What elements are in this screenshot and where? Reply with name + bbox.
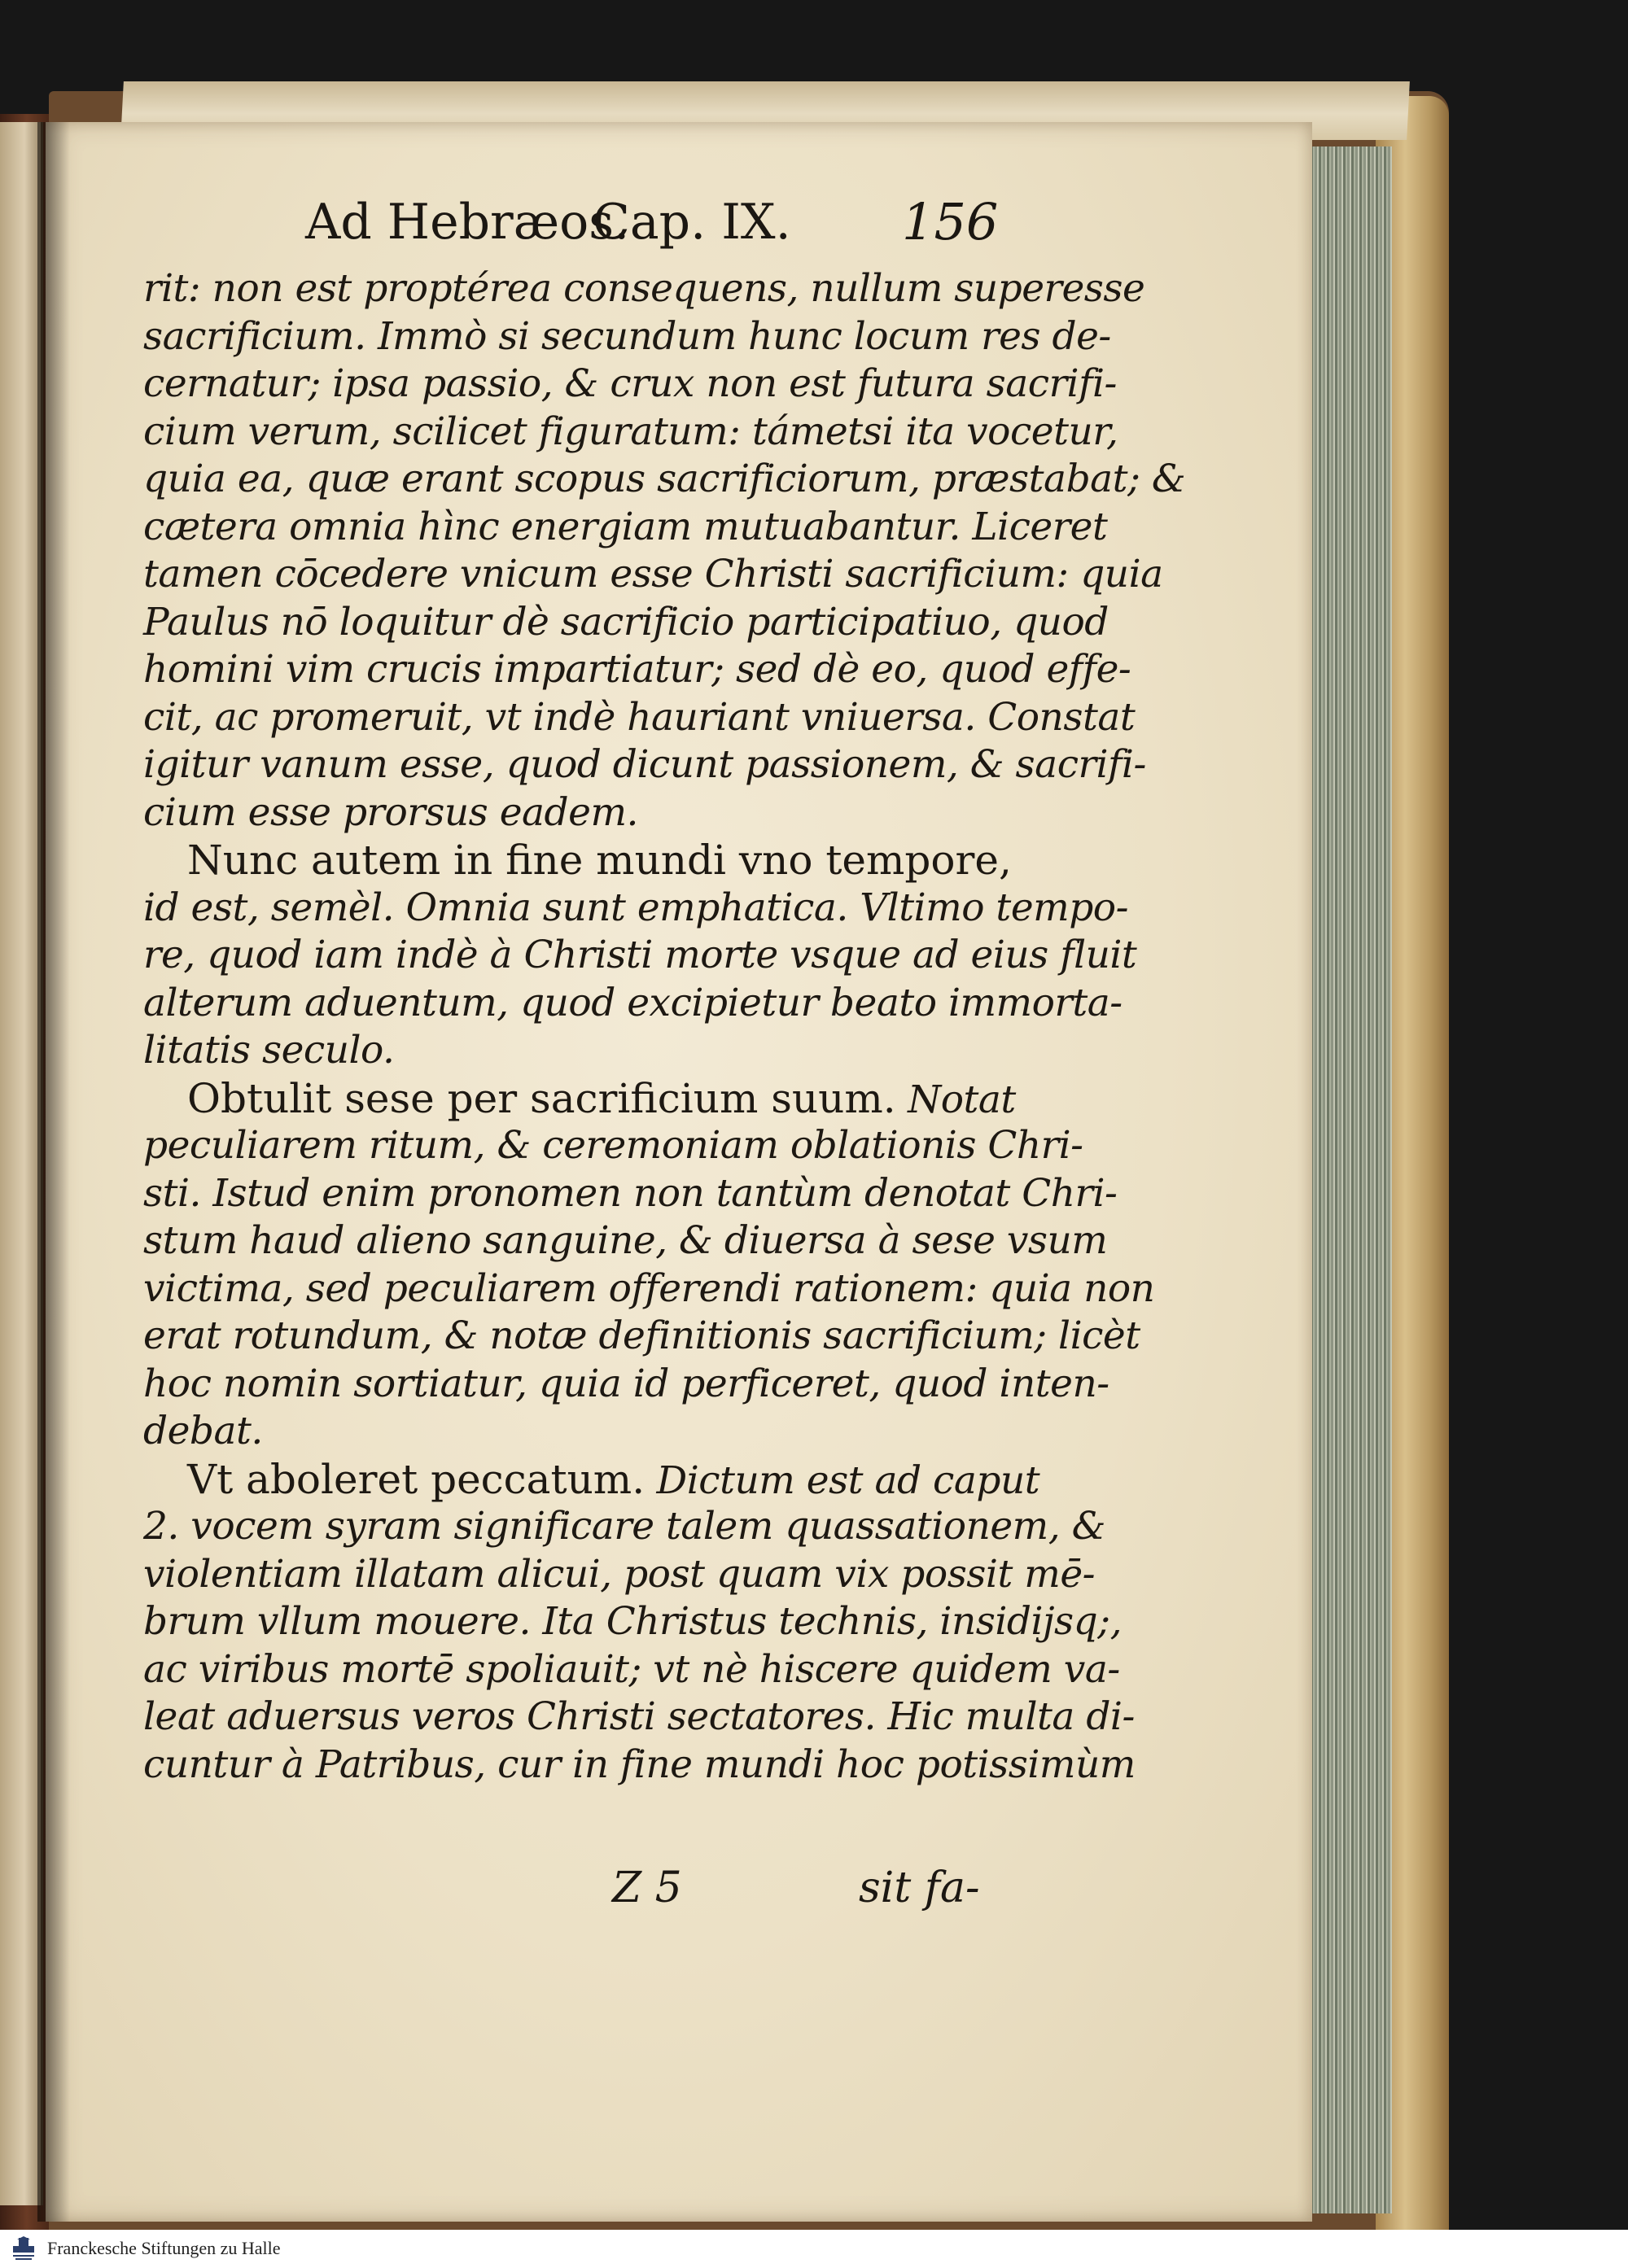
page-number: 156 [902, 192, 999, 251]
text-line: re, quod iam indè à Christi morte vsque ad eius fluit [143, 933, 1137, 977]
text-line: erat rotundum, & notæ definitionis sacrificium; licèt [143, 1313, 1140, 1358]
fore-edge [1301, 146, 1392, 2213]
lemma-line: Nunc autem in fine mundi vno tempore, [187, 837, 1012, 884]
text-line: rit: non est proptérea consequens, nullum superesse [143, 266, 1145, 311]
text-line: stum haud alieno sanguine, & diuersa à sese vsum [143, 1218, 1108, 1263]
text-line: cernatur; ipsa passio, & crux non est futura sacrifi- [143, 361, 1117, 406]
lemma-tail: Notat [908, 1077, 1016, 1122]
text-line: quia ea, quæ erant scopus sacrificiorum, præstabat; & [143, 457, 1186, 501]
text-line: litatis seculo. [143, 1028, 395, 1073]
text-line: Paulus nō loquitur dè sacrificio participatiuo, quod [143, 599, 1109, 645]
text-line: leat aduersus veros Christi sectatores. Hic multa di- [143, 1694, 1135, 1739]
text-line: cuntur à Patribus, cur in fine mundi hoc potissimùm [143, 1741, 1136, 1787]
text-line: cium esse prorsus eadem. [143, 789, 638, 835]
chapter-label: Cap. IX. [593, 194, 791, 251]
body-text [143, 265, 1186, 1789]
catchword: sit fa- [859, 1864, 980, 1912]
lemma-line [143, 1074, 1016, 1123]
lemma-text: Obtulit sese per sacrificium suum. [187, 1074, 896, 1122]
francke-foundations-logo-icon [11, 2236, 36, 2262]
gutter-shadow [37, 122, 70, 2222]
text-line: brum vllum mouere. Ita Christus technis, insidijsq;, [143, 1599, 1123, 1644]
text-line: tamen cōcedere vnicum esse Christi sacrificium: quia [143, 552, 1163, 596]
signature-mark: Z 5 [612, 1864, 682, 1912]
text-line: victima, sed peculiarem offerendi rationem: quia non [143, 1265, 1155, 1311]
institution-name: Franckesche Stiftungen zu Halle [47, 2238, 281, 2258]
lemma-line [143, 1455, 1040, 1504]
text-line: sti. Istud enim pronomen non tantùm denotat Chri- [143, 1170, 1118, 1216]
footer-bar [0, 2230, 1628, 2268]
lemma-tail: Dictum est ad caput [656, 1457, 1040, 1503]
text-line: violentiam illatam alicui, post quam vix possit mē- [143, 1551, 1096, 1597]
text-line: id est, semèl. Omnia sunt emphatica. Vltimo tempo- [143, 885, 1128, 930]
text-line: sacrificium. Immò si secundum hunc locum res de- [143, 313, 1111, 359]
text-line: cætera omnia hìnc energiam mutuabantur. Liceret [143, 504, 1108, 549]
lemma-text: Vt aboleret peccatum. [187, 1455, 646, 1503]
text-line: cium verum, scilicet figuratum: támetsi ita vocetur, [143, 409, 1118, 454]
text-line: ac viribus mortē spoliauit; vt nè hiscere quidem va- [143, 1646, 1120, 1692]
text-line: cit, ac promeruit, vt indè hauriant vniuersa. Constat [143, 694, 1136, 740]
text-line: 2. vocem syram significare talem quassationem, & [143, 1504, 1105, 1549]
text-line: hoc nomin sortiatur, quia id perficeret, quod inten- [143, 1361, 1109, 1406]
text-line: homini vim crucis impartiatur; sed dè eo, quod effe- [143, 647, 1131, 692]
text-line: igitur vanum esse, quod dicunt passionem, & sacrifi- [143, 742, 1146, 787]
text-line: alterum aduentum, quod excipietur beato immorta- [143, 980, 1123, 1025]
running-head: Ad Hebræos. [305, 194, 630, 251]
text-line: debat. [143, 1409, 263, 1453]
text-line: peculiarem ritum, & ceremoniam oblationis Chri- [143, 1123, 1083, 1168]
